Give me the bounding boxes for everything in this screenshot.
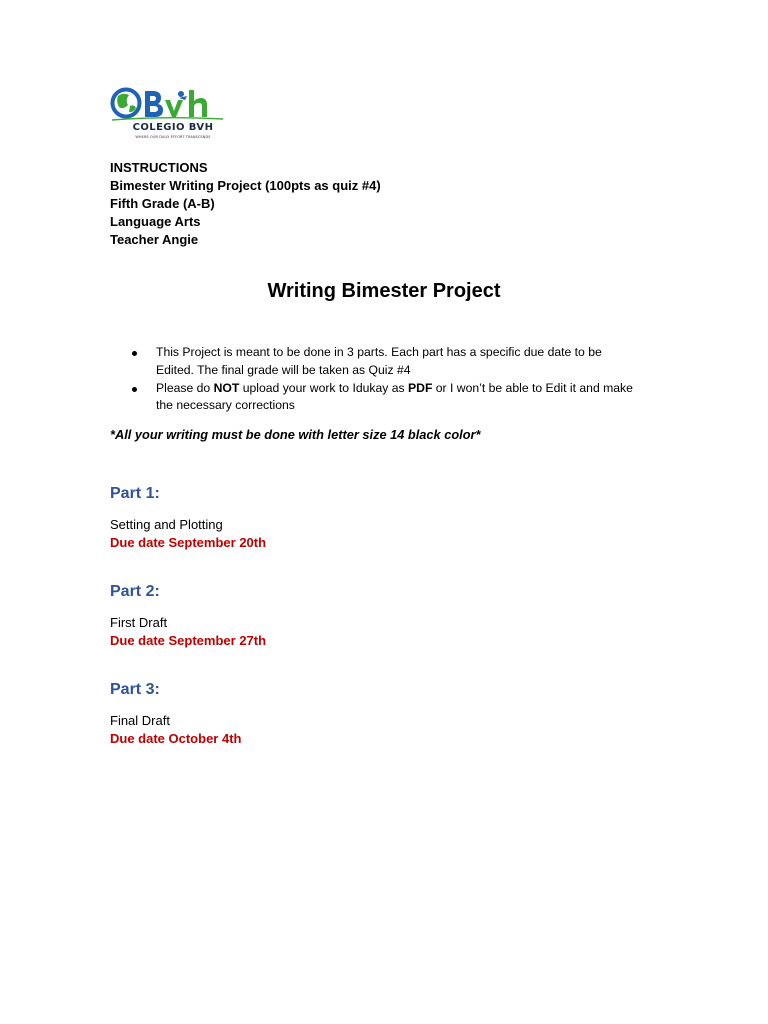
list-item-text-part: or I won’t be able to Edit it and make the necessary corrections [156, 380, 633, 413]
part-heading: Part 2: [110, 583, 160, 600]
header-info [110, 159, 630, 249]
instructions-label: INSTRUCTIONS [110, 160, 208, 175]
part-task: First Draft [110, 615, 168, 630]
emphasis-not: NOT [213, 380, 240, 395]
part-1-section [110, 484, 510, 552]
part-3-section [110, 680, 510, 748]
subject-line: Language Arts [110, 213, 201, 229]
instructions-list [110, 344, 640, 415]
project-line: Bimester Writing Project (100pts as quiz #4) [110, 177, 381, 193]
school-logo [109, 86, 225, 142]
emphasis-pdf: PDF [408, 380, 433, 395]
logo-mark-icon [109, 86, 225, 122]
list-item-text-part: upload your work to Idukay as [239, 380, 409, 395]
list-item [110, 380, 640, 416]
part-due-date: Due date October 4th [110, 731, 242, 746]
grade-line: Fifth Grade (A-B) [110, 195, 215, 211]
list-item-text: This Project is meant to be done in 3 parts. Each part has a specific due date to be Edited. The final grade will be taken as Quiz #4 [156, 345, 602, 377]
teacher-line: Teacher Angie [110, 231, 199, 247]
part-heading: Part 1: [110, 485, 160, 502]
bullet-icon [132, 351, 137, 356]
part-due-date: Due date September 20th [110, 535, 267, 550]
list-item-text-part: Please do [156, 380, 214, 395]
list-item [110, 344, 640, 380]
part-2-section [110, 582, 510, 650]
logo-school-name: COLEGIO BVH [132, 122, 214, 133]
part-task: Final Draft [110, 713, 170, 728]
bullet-icon [132, 387, 137, 392]
part-heading: Part 3: [110, 681, 160, 698]
part-due-date: Due date September 27th [110, 633, 267, 648]
formatting-note: *All your writing must be done with letter size 14 black color* [110, 427, 481, 442]
document-title: Writing Bimester Project [267, 280, 501, 302]
logo-tagline: WHERE OUR DAILY EFFORT TRANSCENDS [135, 135, 211, 139]
part-task: Setting and Plotting [110, 517, 223, 532]
